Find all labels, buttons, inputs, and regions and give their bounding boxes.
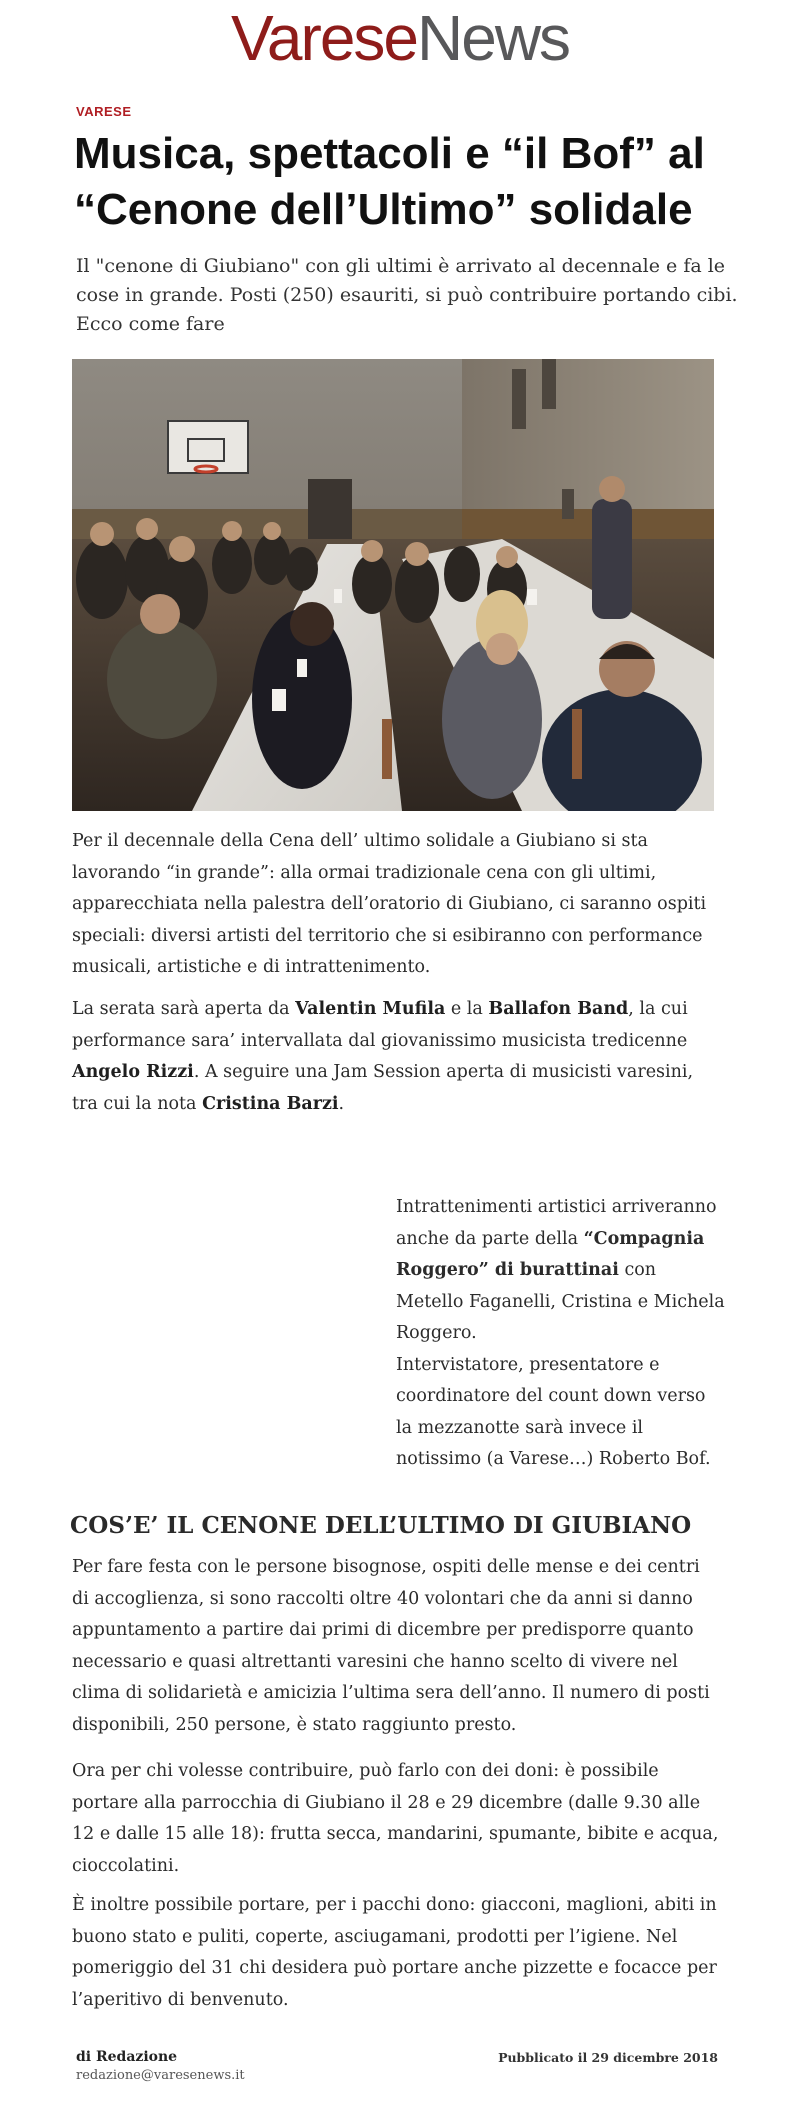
site-header xyxy=(0,0,800,78)
p2-bold-ballafon-band: Ballafon Band xyxy=(488,999,629,1019)
aside-text-1: Intrattenimenti artistici arriveranno anche da parte della xyxy=(396,1197,717,1249)
publish-date: Pubblicato il 29 dicembre 2018 xyxy=(498,2050,718,2065)
paragraph-3: Per fare festa con le persone bisognose, ospiti delle mense e dei centri di accoglienza, si sono raccolti oltre 40 volontari che da anni si danno appuntamento a partire dai primi di dicembre per predisporre quanto necessario e quasi altrettanti varesini che hanno scelto di vivere nel clima di solidarietà e amicizia l’ultima sera dell’anno. Il numero di posti disponibili, 250 persone, è stato raggiunto presto. xyxy=(72,1557,710,1735)
paragraph-1: Per il decennale della Cena dell’ ultimo solidale a Giubiano si sta lavorando “in grande”: alla ormai tradizionale cena con gli ultimi, apparecchiata nella palestra dell’oratorio di Giubiano, ci saranno ospiti speciali: diversi artisti del territorio che si esibiranno con performance musicali, artistiche e di intrattenimento. xyxy=(72,831,707,977)
author-prefix: di xyxy=(76,2049,96,2065)
aside-text-2: con Metello Faganelli, Cristina e Michela Roggero. xyxy=(396,1260,725,1343)
p2-text-3: , la cui performance sara’ intervallata dal giovanissimo musicista tredicenne xyxy=(72,999,688,1051)
author-name[interactable]: Redazione xyxy=(95,2049,178,2065)
p2-text-4: . A seguire una Jam Session aperta di musicisti varesini, tra cui la nota xyxy=(72,1062,694,1114)
aside-bold-compagnia-roggero: “Compagnia Roggero” di burattinai xyxy=(396,1228,705,1280)
author-block xyxy=(76,2048,245,2086)
logo-varese: Varese xyxy=(230,2,417,74)
paragraph-2 xyxy=(72,994,722,1120)
p2-text-5: . xyxy=(338,1093,345,1114)
hero-image xyxy=(72,359,714,811)
article-title: Musica, spettacoli e “il Bof” al “Cenone dell’Ultimo” solidale xyxy=(74,129,705,234)
p2-text-1: La serata sarà aperta da xyxy=(72,999,296,1019)
p2-text-2: e la xyxy=(445,999,489,1019)
paragraph-4: Ora per chi volesse contribuire, può farlo con dei doni: è possibile portare alla parrocchia di Giubiano il 28 e 29 dicembre (dalle 9.30 alle 12 e dalle 15 alle 18): frutta secca, mandarini, spumante, bibite e acqua, cioccolatini. xyxy=(72,1761,719,1876)
dinner-hall-photo xyxy=(72,359,714,811)
aside-text-3: Intervistatore, presentatore e coordinatore del count down verso la mezzanotte sarà invece il notissimo (a Varese…) Roberto Bof. xyxy=(396,1354,711,1469)
author-line xyxy=(76,2048,245,2066)
section-title: COS’E’ IL CENONE DELL’ULTIMO DI GIUBIANO xyxy=(70,1512,692,1539)
paragraph-5: È inoltre possibile portare, per i pacchi dono: giacconi, maglioni, abiti in buono stato e puliti, coperte, asciugamani, prodotti per l’igiene. Nel pomeriggio del 31 chi desidera può portare anche pizzette e focacce per l’aperitivo di benvenuto. xyxy=(72,1895,717,2010)
logo-news: News xyxy=(417,2,570,74)
p2-bold-angelo-rizzi: Angelo Rizzi xyxy=(72,1062,194,1082)
varesenews-logo[interactable] xyxy=(0,2,800,74)
author-email[interactable]: redazione@varesenews.it xyxy=(76,2068,245,2083)
p2-bold-valentin-mufila: Valentin Mufila xyxy=(295,999,446,1019)
aside-box xyxy=(396,1192,726,1476)
category-link[interactable]: VARESE xyxy=(76,104,132,119)
article-subtitle: Il "cenone di Giubiano" con gli ultimi è arrivato al decennale e fa le cose in grande. Posti (250) esauriti, si può contribuire portando cibi. Ecco come fare xyxy=(76,255,738,335)
p2-bold-cristina-barzi: Cristina Barzi xyxy=(202,1093,339,1114)
